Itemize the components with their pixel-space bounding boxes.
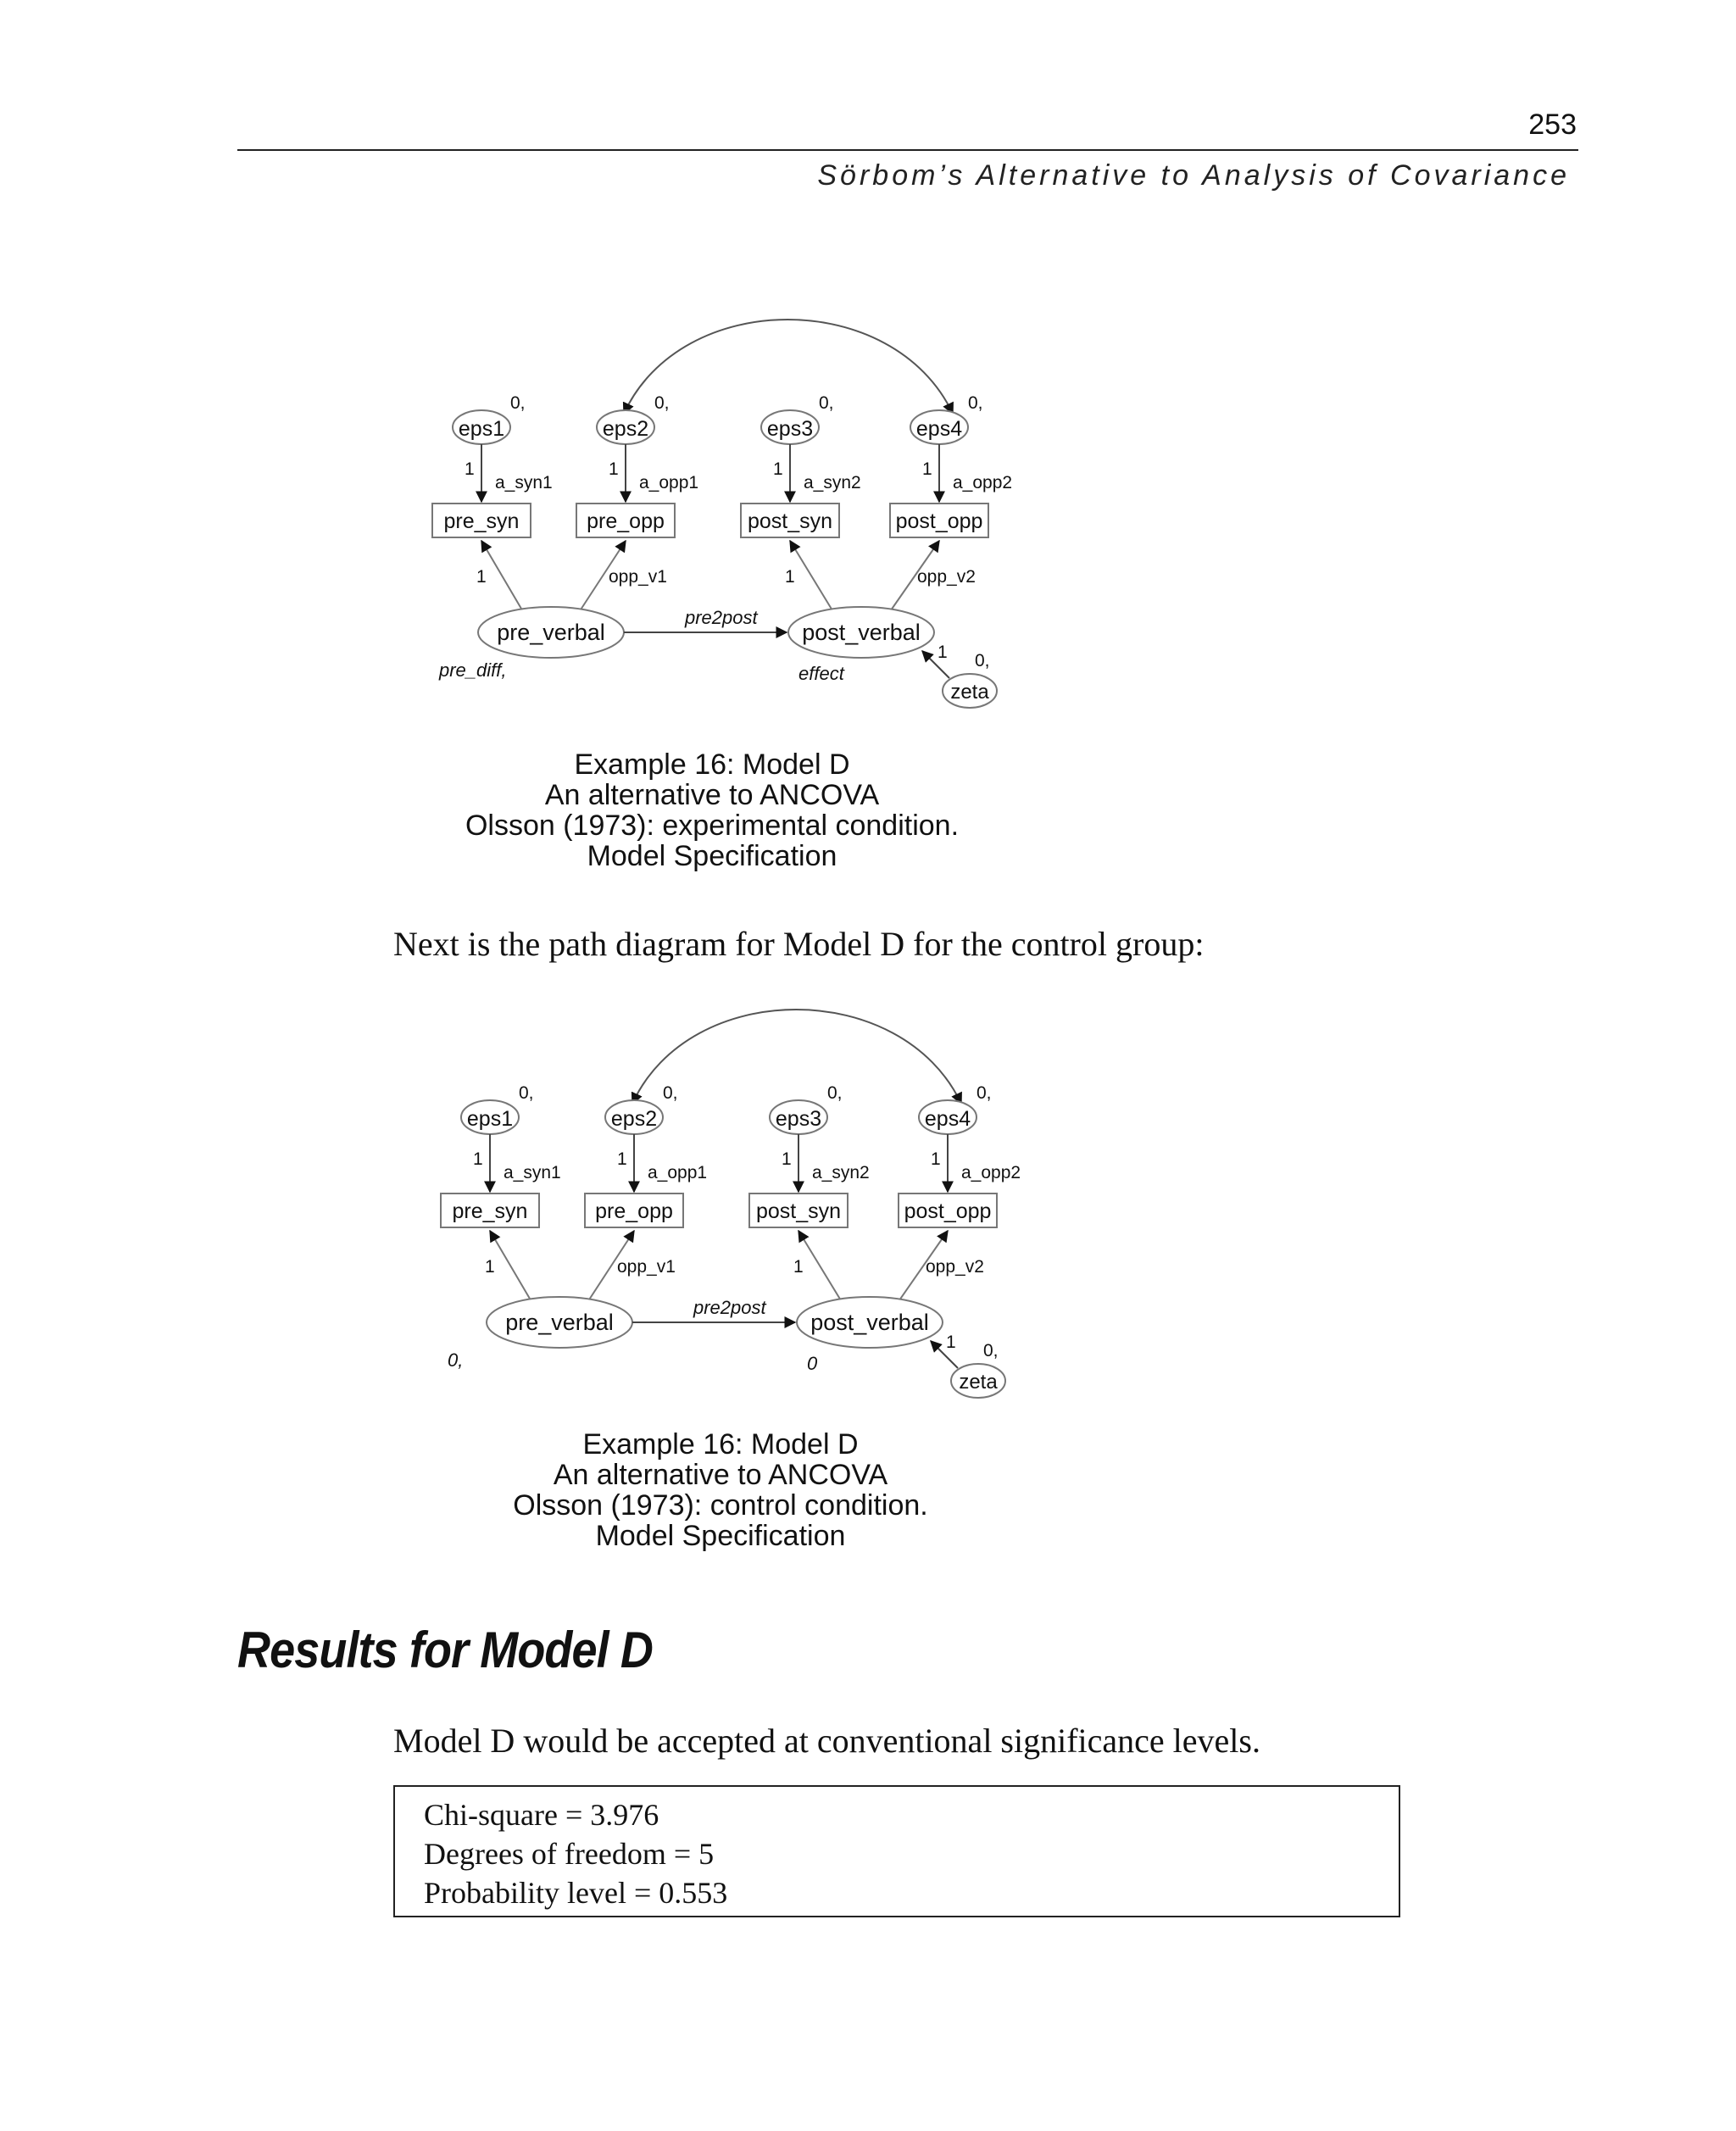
caption-line: Olsson (1973): control condition. — [513, 1489, 928, 1522]
paragraph-results: Model D would be accepted at conventional significance levels. — [393, 1722, 1260, 1760]
caption-line: An alternative to ANCOVA — [544, 779, 880, 811]
caption-line: Olsson (1973): experimental condition. — [465, 810, 960, 842]
caption-line: Example 16: Model D — [582, 1428, 859, 1461]
post-verbal-mean: 0 — [807, 1353, 818, 1374]
loading-pre-syn — [481, 541, 527, 619]
eps1-path-label: 1 — [473, 1149, 483, 1169]
label-pre-syn: pre_syn — [452, 1199, 528, 1223]
label-zeta: zeta — [950, 681, 989, 704]
zeta-path-label: 1 — [946, 1333, 956, 1352]
label-post-opp: post_opp — [895, 509, 983, 533]
section-heading: Results for Model D — [237, 1622, 653, 1678]
covariance-arc — [624, 320, 953, 414]
pre-verbal-mean: 0, — [448, 1349, 464, 1371]
intercept-label-2: a_opp1 — [648, 1163, 708, 1182]
result-degrees-of-freedom: Degrees of freedom = 5 — [424, 1837, 715, 1871]
eps2-path-label: 1 — [609, 459, 619, 479]
intercept-label-1: a_syn1 — [495, 473, 553, 492]
loading-label-post-syn: 1 — [793, 1257, 804, 1277]
label-post-syn: post_syn — [747, 509, 833, 533]
eps1-path-label: 1 — [465, 459, 475, 479]
label-eps2: eps2 — [602, 417, 649, 441]
paragraph-control-intro: Next is the path diagram for Model D for the control group: — [393, 925, 1205, 963]
label-post-verbal: post_verbal — [802, 620, 921, 645]
intercept-label-3: a_syn2 — [812, 1163, 870, 1182]
header-rule — [237, 149, 1578, 151]
eps3-mean: 0, — [819, 393, 834, 413]
loading-label-pre-opp: opp_v1 — [609, 567, 667, 587]
results-box — [393, 1785, 1400, 1917]
label-eps4: eps4 — [924, 1107, 971, 1131]
eps4-mean: 0, — [976, 1083, 992, 1103]
loading-label-post-syn: 1 — [785, 567, 795, 587]
running-head: Sörbom’s Alternative to Analysis of Covariance — [817, 159, 1570, 192]
post-verbal-mean: effect — [798, 663, 844, 684]
result-chi-square: Chi-square = 3.976 — [424, 1798, 659, 1832]
label-post-syn: post_syn — [755, 1199, 842, 1223]
loading-label-pre-syn: 1 — [485, 1257, 495, 1277]
loading-label-pre-opp: opp_v1 — [617, 1257, 676, 1277]
intercept-label-3: a_syn2 — [804, 473, 861, 492]
eps4-mean: 0, — [968, 393, 983, 413]
label-post-verbal: post_verbal — [810, 1310, 929, 1335]
caption-line: Model Specification — [587, 840, 837, 872]
covariance-arc — [632, 1010, 961, 1104]
page-number: 253 — [1528, 108, 1577, 141]
label-eps4: eps4 — [915, 417, 963, 441]
eps2-path-label: 1 — [617, 1149, 627, 1169]
caption-line: Model Specification — [595, 1520, 846, 1552]
eps1-mean: 0, — [510, 393, 526, 413]
loading-label-pre-syn: 1 — [476, 567, 487, 587]
caption-line: Example 16: Model D — [574, 748, 850, 781]
regression-label: pre2post — [693, 1297, 766, 1318]
caption-control — [466, 1429, 975, 1551]
intercept-label-2: a_opp1 — [639, 473, 699, 492]
regression-label: pre2post — [685, 607, 758, 628]
caption-experimental — [458, 749, 966, 871]
label-post-opp: post_opp — [904, 1199, 992, 1223]
label-eps3: eps3 — [766, 417, 814, 441]
label-pre-opp: pre_opp — [587, 509, 665, 533]
loading-post-syn — [790, 541, 837, 619]
label-eps1: eps1 — [466, 1107, 514, 1131]
eps1-mean: 0, — [519, 1083, 534, 1103]
intercept-label-4: a_opp2 — [961, 1163, 1021, 1182]
caption-line: An alternative to ANCOVA — [553, 1459, 888, 1491]
eps2-mean: 0, — [654, 393, 670, 413]
eps3-path-label: 1 — [773, 459, 783, 479]
pre-verbal-mean: pre_diff, — [439, 659, 507, 681]
loading-label-post-opp: opp_v2 — [926, 1257, 984, 1277]
intercept-label-1: a_syn1 — [504, 1163, 561, 1182]
zeta-mean: 0, — [983, 1341, 999, 1360]
label-eps2: eps2 — [610, 1107, 658, 1131]
eps4-path-label: 1 — [922, 459, 932, 479]
eps2-mean: 0, — [663, 1083, 678, 1103]
eps3-path-label: 1 — [782, 1149, 792, 1169]
intercept-label-4: a_opp2 — [953, 473, 1013, 492]
eps4-path-label: 1 — [931, 1149, 941, 1169]
path-diagram-control — [436, 1004, 1046, 1423]
loading-post-syn — [798, 1231, 846, 1309]
label-eps1: eps1 — [458, 417, 505, 441]
path-diagram-svg — [436, 1004, 1046, 1419]
label-pre-opp: pre_opp — [595, 1199, 673, 1223]
label-pre-verbal: pre_verbal — [497, 620, 605, 645]
loading-label-post-opp: opp_v2 — [917, 567, 976, 587]
zeta-path-label: 1 — [938, 643, 948, 662]
result-probability-level: Probability level = 0.553 — [424, 1876, 728, 1910]
path-diagram-experimental — [427, 314, 1038, 733]
zeta-mean: 0, — [975, 651, 990, 670]
label-zeta: zeta — [959, 1371, 998, 1394]
loading-pre-syn — [490, 1231, 536, 1309]
eps3-mean: 0, — [827, 1083, 843, 1103]
label-pre-syn: pre_syn — [443, 509, 520, 533]
label-eps3: eps3 — [775, 1107, 822, 1131]
path-diagram-svg — [427, 314, 1038, 729]
label-pre-verbal: pre_verbal — [505, 1310, 614, 1335]
